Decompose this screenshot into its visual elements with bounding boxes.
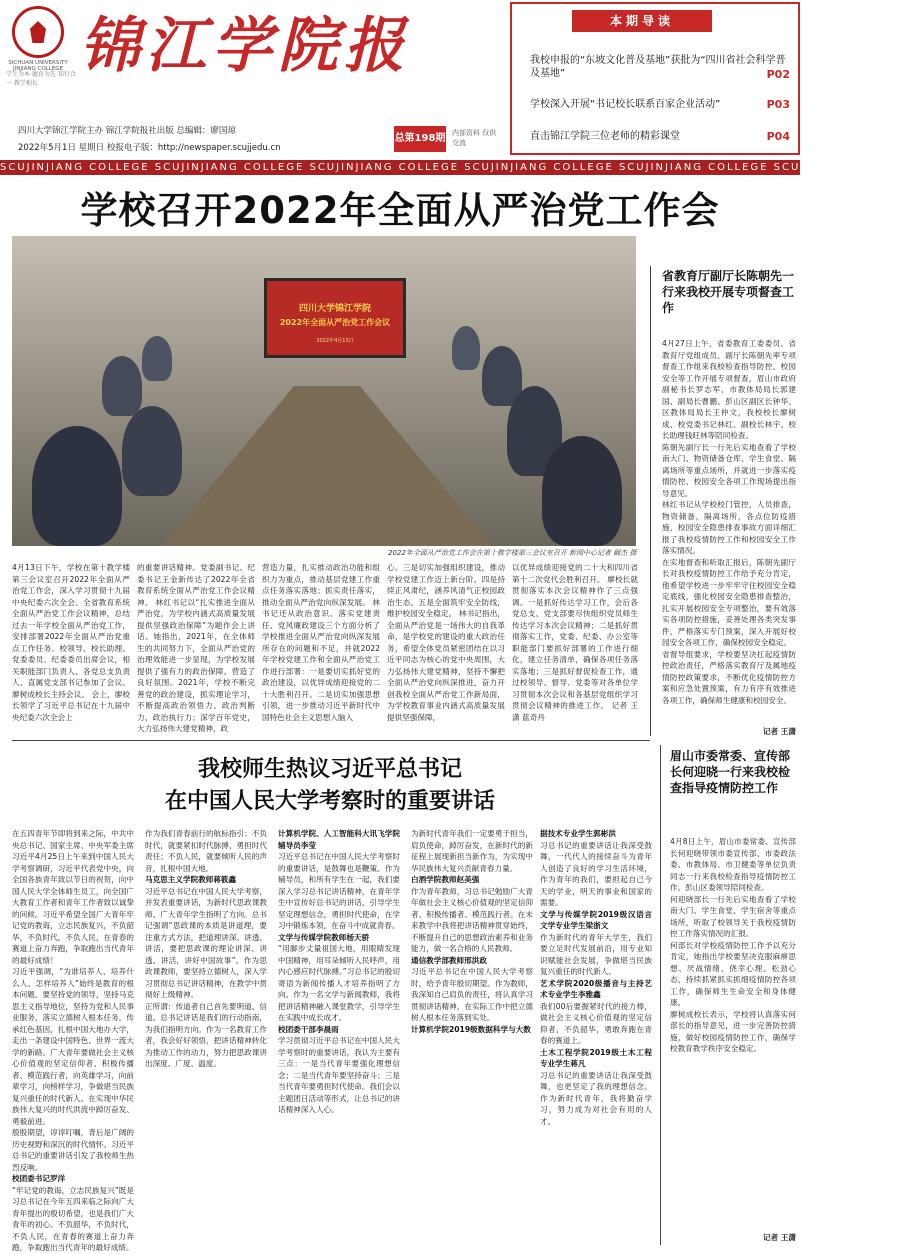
article2-text: 作为青年教师，习总书记勉励广大青年做社会主义核心价值观的坚定信仰者、积极传播者、模范践行者。在未来教学中我将把讲话精神贯穿始终，不断提升自己的思想政治素养和业务能力，做一名合格的人民教师。: [411, 886, 533, 953]
sidebar2-byline: 记者 王潇: [762, 1233, 796, 1242]
article2-text: 习总书记的重要讲话让我深受鼓舞，也更坚定了我的理想信念。作为新时代青年，我将勤奋学习，努力成为对社会有用的人才。: [540, 1070, 652, 1126]
article1-col1: 4月13日下午，学校在第十教学楼第三会议室召开2022年全面从严治党工作会，深入学习贯彻十九届中央纪委六次全会、全省教育系统全面从严治党工作会议精神，总结过去一年学校全面从严治党工作，安排部署2022年全面从严治党重点工作任务。校领导、校长助理、党委委员、纪委委员出席会议，相关职能部门负责人、各党总支负责人、直属党支部书记参加了会议。廖树成校长主持会议。 会上，廖校长领学了习近平总书记在十九届中央纪委六次全会上: [12, 563, 130, 722]
screen-text: 2022年4月13日: [316, 338, 354, 344]
speaker-name: 文学与传媒学院2019级汉语言文学专业学生梁浙文: [540, 909, 652, 930]
article2-col1: [12, 828, 134, 1252]
section-divider: [12, 740, 650, 741]
article1-col3: 营造力量，扎实推动政治功能和组织力为重点，推动基层党建工作重点任务落实落地；抓实责任落实，推动全面从严治党向纵深发展。 林书记还从政治意识、落实党建责任、党风廉政建设三个方面分析了学校推进全面从严治党向纵深发展所存在的问题和不足，并就2022年学校党建工作和全面从严治党工作进行部署：一是要切实抓好党的政治建设，以优异成绩迎接党的二十大胜利召开。二是切实加强思想引领，进一步推动习近平新时代中国特色社会主义思想入脑入: [262, 563, 380, 722]
date-line: 2022年5月1日 星期日 校报电子版：http://newspaper.scujjedu.cn: [18, 143, 281, 153]
issue-guide: [510, 2, 800, 155]
article2-text: 习总书记的重要讲话让我深受鼓舞，一代代人的接续奋斗为青年人创造了良好的学习生活环境，作为青年的我们，要担起自己今天的学业，明天的事业和国家的需要。: [540, 840, 652, 907]
article2-text: 学习贯彻习近平总书记在中国人民大学考察时的重要讲话，我认为主要有三点：一是当代青年要强化理想信念；二是当代青年要坚持奋斗；三是当代青年要勇担时代使命。我们会以主题团日活动等形式，让总书记的讲话精神深入人心。: [278, 1036, 400, 1114]
guide-item-title: 我校申报的“东坡文化普及基地”获批为“四川省社会科学普及基地”: [530, 55, 786, 79]
article2-text: 习近平总书记在中国人民大学考察时，给予青年殷切期望。作为教师，我深知自己肩负的责任，将认真学习贯彻讲话精神，在实际工作中把立德树人根本任务落到实处。: [411, 967, 533, 1022]
projection-screen: [264, 278, 406, 358]
article2-col2: [145, 828, 267, 1246]
speaker-name: 白酒学院教师赵美强: [411, 875, 480, 884]
guide-item[interactable]: [530, 98, 795, 111]
article2-col4: [411, 828, 533, 1246]
screen-text: 2022年全面从严治党工作会议: [279, 318, 391, 327]
masthead: [0, 0, 508, 118]
article1-col5: 以优异成绩迎接党的二十大和四川省第十二次党代会胜利召开。 廖校长就贯彻落实本次会议精神作了三点强调。一是抓好传达学习工作，会后各党总支、党支部要尽快组织党员师生传达学习本次会议精神；二是抓好贯彻落实工作，党委、纪委、办公室等职能部门要抓好部署的工作进行细化，建立任务清单，确保各项任务落实落地；三是抓好督促检查工作，通过校领导、督导、党委等对各单位学习贯彻本次会议和各基层党组织学习贯彻会议精神的推进工作。 记者 王潇 蓝奇丹: [512, 563, 638, 722]
sidebar1-title: 省教育厅副厅长陈朝先一行来我校开展专项督查工作: [662, 269, 795, 315]
speaker-name: 据技术专业学生郭彬洪: [540, 829, 616, 838]
guide-page: P02: [766, 68, 790, 81]
article2-text: 在五四青年节即将到来之际，中共中央总书记、国家主席、中央军委主席习近平4月25日上午来到中国人民大学考察调研，习近平代表党中央，向全国各族青年致以节日的祝贺，向中国人民大学全体师生员工，向全国广大教育工作者和青年工作者致以诚挚的问候。习近平希望全国广大青年牢记党的教诲，立志民族复兴，不负韶华，不负时代，不负人民，在青春的赛道上奋力奔跑，争取跑出当代青年的最好成绩！ 习近平强调，“为谁培养人、培养什么人、怎样培养人”始终是教育的根本问题。要坚持党的领导，坚持马克思主义指导地位，坚持为党和人民事业服务，落实立德树人根本任务，传承红色基因，扎根中国大地办大学，走出一条建设中国特色、世界一流大学的新路。广大青年要做社会主义核心价值观的坚定信仰者、积极传播者、模范践行者，向英雄学习，向前辈学习，向榜样学习，争做堪当民族复兴重任的时代新人。在实现中华民族伟大复兴的时代洪流中踔厉奋发、勇毅前进。 殷殷期望，谆谆叮嘱，背后是广阔的历史视野和深沉的时代情怀。习近平总书记的重要讲话引发了我校师生热烈反响。: [12, 829, 134, 1172]
school-logo: [12, 6, 64, 58]
school-name-en: SICHUAN UNIVERSITY JINJIANG COLLEGE: [8, 60, 68, 72]
article2-text: 作为新时代的青年大学生，我们要立足时代发展前沿，用专业知识赋能社会发展，争做堪当民族复兴重任的时代新人。: [540, 932, 652, 976]
college-strip: SCUJINJIANG COLLEGE SCUJINJIANG COLLEGE SCUJINJIANG COLLEGE SCUJINJIANG COLLEGE SCUJINJIANG COLLEGE SCUJINJIANG COLLEGE: [0, 162, 923, 173]
article1-col2: 的重要讲话精神。党委副书记、纪委书记王金新传达了2022年全省教育系统全面从严治党工作会议精神。 林红书记以“扎实推进全面从严治党，为学校内涵式高质量发展提供坚强政治保障”为题作会上讲话。她指出，2021年，在全体师生的共同努力下，全面从严治党的治理效能进一步显现，为学校发展提供了强有力的政治保障。营造了良好氛围。2021年，学校不断完善党的政治建设，抓实理论学习，不断提高政治领悟力、政治判断力、政治执行力；深学百年党史，大力弘扬伟大建党精神，政: [137, 563, 255, 733]
publisher-line: 四川大学锦江学院主办 锦江学院报社出版 总编辑：廖国琼: [18, 126, 236, 136]
guide-item-title: 学校深入开展“书记校长联系百家企业活动”: [530, 99, 721, 110]
info-bar: [0, 118, 508, 160]
article2-text: 我们00后要握紧时代的接力棒，做社会主义核心价值观的坚定信仰者，不负韶华，勇敢奔跑在青春的赛道上。: [540, 1001, 652, 1045]
school-slogan: 学生为本 德育为先 知行合一 教学相长: [6, 71, 76, 87]
meeting-photo: [12, 236, 636, 546]
sidebar1-body: [662, 338, 796, 726]
article2-col3: [278, 828, 400, 1246]
column-divider: [650, 266, 651, 736]
speaker-name: 通信教学部教师邢洪政: [411, 955, 487, 965]
speaker-name: 艺术学院2020级播音与主持艺术专业学生李雅鑫: [540, 978, 652, 999]
speaker-name: 计算机学院2019级数据科学与大数: [411, 1024, 531, 1034]
speaker-name: 校团委干部李晨雨: [278, 1024, 339, 1034]
article2-headline-line1: 我校师生热议习近平总书记: [197, 757, 462, 782]
guide-item[interactable]: [530, 54, 795, 80]
sidebar2-body: [670, 836, 796, 1232]
article2-col5: [540, 828, 652, 1246]
sidebar2-text: 4月8日上午，眉山市委常委、宣传部长何迎晓带领市委宣传部、市委政法委、市教体局、市卫健委等单位负责同志一行来我校检查指导疫情防控工作。彭山区委领导陪同检查。 何迎晓部长一行先后实地查看了学校南大门、学生食堂、学生宿舍等重点场所，听取了校领导关于我校疫情防控工作落实情况的汇报。 何部长对学校疫情防控工作予以充分肯定，她指出学校要坚决克服麻痹思想、厌战情绪、侥幸心理、松劲心态，持续抓紧抓实抓细疫情防控各项工作，确保师生生命安全和身体健康。 廖树成校长表示，学校将认真落实何部长的指导意见，进一步完善防控措施，做好校园疫情防控工作，确保学校教育教学秩序安全稳定。: [670, 837, 796, 1053]
speaker-name: 计算机学院、人工智能科大讯飞学院辅导员李莹: [278, 829, 400, 850]
photo-caption: 2022年全面从严治党工作会在第十教学楼第三会议室召开 新闻中心记者 阚杰 摄: [388, 549, 637, 557]
sidebar1-byline: 记者 王潇: [762, 727, 796, 736]
article2-text: “牢记党的教诲，立志民族复兴”既是习总书记在今年五四来临之际向广大青年提出的殷切希望，也是我们广大青年的初心。不负韶华，不负时代，不负人民，在青春的赛道上奋力奔跑，争取跑出当代青年的最好成绩。: [12, 1185, 134, 1252]
guide-page: P03: [766, 98, 790, 111]
issue-number: 总第198期: [394, 126, 446, 152]
speaker-name: 马克思主义学院教师蒋筱鑫: [145, 875, 237, 884]
sidebar2-title: 眉山市委常委、宣传部长何迎晓一行来我校检查指导疫情防控工作: [670, 749, 791, 795]
guide-item[interactable]: [530, 130, 795, 143]
guide-page: P04: [766, 130, 790, 143]
article2-text: 习近平总书记在中国人民大学考察时的重要讲话，是鼓舞也是鞭策。作为辅导员，和所有学生在一起，我们要深入学习总书记讲话精神，在青年学生中宣传好总书记的讲话，引导学生坚定理想信念，勇担时代使命，在学习中锻炼本领，在奋斗中成就青春。: [278, 852, 400, 930]
issue-note: 内部资料 仅供交流: [452, 129, 497, 147]
article2-headline-line2: 在中国人民大学考察时的重要讲话: [164, 789, 495, 814]
article2-text: 为新时代青年我们一定要勇于担当，肩负使命，踔厉奋发，在新时代的新征程上展现新担当新作为，为实现中华民族伟大复兴贡献青春力量。: [411, 829, 533, 873]
article2-text: “用脚步丈量祖国大地，用眼睛发现中国精神，用耳朵倾听人民呼声，用内心感应时代脉搏。”习总书记的殷切寄语为新闻传播人才培养指明了方向。作为一名文学与新闻教师，我将把讲话精神融入课堂教学，引导学生在实践中成长成才。: [278, 944, 400, 1022]
speaker-name: 土木工程学院2019级土木工程专业学生蒋凡: [540, 1047, 652, 1068]
article2-text: 作为我们青春前行的航标指引；不负时代，就要紧扣时代脉搏，勇担时代责任；不负人民，就要倾听人民的声音，扎根中国大地。: [145, 829, 267, 873]
main-headline: 学校召开2022年全面从严治党工作会: [80, 189, 720, 232]
article1-col4: 心。三是切实加强组织建设，推动学校党建工作迈上新台阶。四是持续正风肃纪，涵养风清气正校园政治生态。五是全面筑牢安全防线，维护校园安全稳定。 林书记指出，全面从严治党是一场伟大的自我革命，是学校党的建设的重大政治任务，希望全体党员紧密团结在以习近平同志为核心的党中央周围，大力弘扬伟大建党精神，坚持不懈把全面从严治党向纵深推进，奋力开创我校全面从严治党工作新局面，为学校教育事业内涵式高质量发展提供坚强保障，: [387, 563, 505, 722]
guide-item-title: 直击锦江学院三位老师的精彩课堂: [530, 131, 680, 142]
sidebar1-text: 4月27日上午，省委教育工委委员、省教育厅党组成员、副厅长陈朝先率专项督查工作组来我校检查指导防控、校园安全等工作开展专项督查，眉山市政府副秘书长罗志军、市教体局局长郭建国、副局长曹鹏、彭山区副区长钟华、区教体局局长王仲文，我校校长廖树成、校党委书记林红、副校长林宇、校长助理钱旺林等陪同检查。 陈朝先副厅长一行先后实地查看了学校南大门、物资储备仓库、学生食堂、隔离场所等重点场所，并就进一步落实疫情防控、校园安全各项工作现场提出指导意见。 林红书记从学校校门管控，人员排查，物资储备，隔离场所，各点位防疫措施，校园安全隐患排查事故方面详细汇报了我校疫情防控工作和校园安全工作落实情况。 在实地督查和听取汇报后，陈朝先副厅长对我校疫情防控工作给予充分肯定，他希望学校进一步牢牢守住校园安全稳定底线，强化校园安全隐患排查整治，扎实开展校园安全专项整治，要有效落实各项防控措施，妥善处理各类突发事件，严格落实专门预案，深入开展好校园安全各项工作，确保校园安全稳定。 省督导组要求，学校要坚决扛起疫情防控政治责任，严格落实教育厅及属地疫情防控政策要求，不断优化疫情防控方案和应急处置预案，有力有序有效推进各项工作，确保师生健康和校园安全。: [662, 339, 796, 705]
column-divider: [660, 745, 661, 1245]
speaker-name: 文学与传媒学院教师杨天骄: [278, 932, 370, 942]
newspaper-title: 锦江学院报: [80, 11, 410, 81]
article2-text: 习近平总书记在中国人民大学考察，并发表重要讲话，为新时代思政课教师、广大青年学生指明了方向。总书记强调“思政课的本质是讲道理，要注重方式方法，把道理讲深、讲透、讲活，要把思政课的理论讲深、讲透、讲活，讲好中国故事”。作为思政课教师，要坚持立德树人，深入学习贯彻总书记讲话精神，在教学中贯彻好上级精神。 正所谓：传道者自己首先要明道、信道。总书记讲话是我们的行动指南，为我们指明方向。作为一名教育工作者，我会好好领悟，把讲话精神转化为推动工作的动力，努力把思政课讲出深度、广度、温度。: [145, 886, 267, 1068]
meeting-table: [162, 386, 492, 546]
guide-heading: 本期导读: [572, 10, 712, 32]
speaker-name: 校团委书记罗洋: [12, 1174, 66, 1183]
screen-text: 四川大学锦江学院: [298, 304, 371, 314]
